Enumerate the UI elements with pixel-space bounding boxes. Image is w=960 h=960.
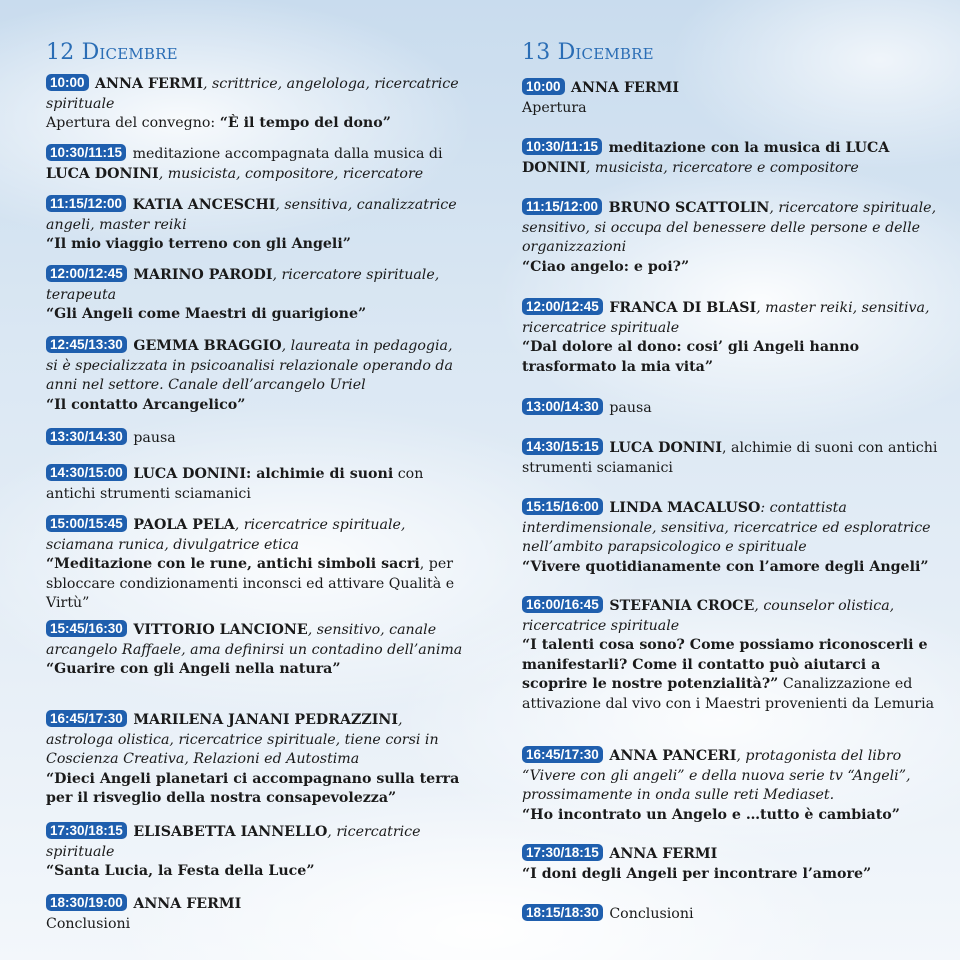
speaker-name: ELISABETTA IANNELLO xyxy=(133,824,328,840)
speaker-name: BRUNO SCATTOLIN xyxy=(608,200,770,216)
program-entry xyxy=(46,144,466,184)
day-title: 12 Dicembre xyxy=(46,40,178,65)
program-entry xyxy=(522,438,942,478)
session-text: , alchimie di suoni con antichi strumenti sciamanici xyxy=(522,440,938,476)
program-entry xyxy=(46,894,466,934)
talk-title: “I doni degli Angeli per incontrare l’amore” xyxy=(522,865,872,882)
speaker-description: , astrologa olistica, ricercatrice spirituale, tiene corsi in Coscienza Creativa, Relazioni ed Autostima xyxy=(46,712,439,767)
program-entry xyxy=(46,822,466,882)
time-badge: 12:00/12:45 xyxy=(46,265,127,282)
time-badge: 18:15/18:30 xyxy=(522,904,603,921)
time-badge: 10:30/11:15 xyxy=(522,138,602,155)
speaker-name: LUCA DONINI xyxy=(46,165,159,182)
speaker-description: , sensitivo, canale arcangelo Raffaele, ama definirsi un contadino dell’anima xyxy=(46,622,463,658)
program-entry xyxy=(46,620,466,680)
speaker-description: , counselor olistica, ricercatrice spirituale xyxy=(522,598,895,634)
speaker-name: ANNA FERMI xyxy=(609,846,718,862)
time-badge: 16:45/17:30 xyxy=(522,746,603,763)
talk-title: “Vivere quotidianamente con l’amore degli Angeli” xyxy=(522,558,929,575)
program-entry xyxy=(46,464,466,504)
time-badge: 13:00/14:30 xyxy=(522,398,603,415)
speaker-name: LINDA MACALUSO xyxy=(609,500,761,516)
time-badge: 17:30/18:15 xyxy=(46,822,127,839)
program-entry xyxy=(46,195,466,255)
talk-title: “Dieci Angeli planetari ci accompagnano sulla terra per il risveglio della nostra consapevolezza” xyxy=(46,770,460,806)
speaker-description: , sensitiva, canalizzatrice angeli, master reiki xyxy=(46,197,457,233)
program-entry xyxy=(522,298,942,377)
speaker-description: , ricercatore spirituale, sensitivo, si occupa del benessere delle persone e delle organizzazioni xyxy=(522,200,937,255)
speaker-description: , musicista, compositore, ricercatore xyxy=(158,165,424,182)
program-entry xyxy=(46,336,466,415)
time-badge: 12:00/12:45 xyxy=(522,298,603,315)
speaker-name: GEMMA BRAGGIO xyxy=(133,338,282,354)
program-entry xyxy=(522,844,942,884)
speaker-name: ANNA FERMI xyxy=(133,896,242,912)
program-entry xyxy=(522,78,942,118)
speaker-description: , laureata in pedagogia, si è specializzata in psicoanalisi relazionale operando da anni nel settore. Canale dell’arcangelo Uriel xyxy=(46,338,453,393)
talk-title: “È il tempo del dono” xyxy=(219,115,391,131)
speaker-description: , protagonista del libro “Vivere con gli angeli” e della nuova serie tv “Angeli”, prossimamente in onda sulle reti Mediaset. xyxy=(522,748,911,803)
speaker-name: ANNA FERMI xyxy=(571,80,679,96)
speaker-name: ANNA PANCERI xyxy=(609,748,737,764)
speaker-name: LUCA DONINI xyxy=(609,440,723,456)
program-entry xyxy=(522,596,942,714)
time-badge: 12:45/13:30 xyxy=(46,336,127,353)
time-badge: 11:15/12:00 xyxy=(46,195,126,212)
speaker-description: , ricercatrice spirituale xyxy=(46,824,421,860)
time-badge: 14:30/15:15 xyxy=(522,438,603,455)
talk-title: “Ciao angelo: e poi?” xyxy=(522,258,690,275)
program-entry xyxy=(522,138,942,178)
talk-title: “Ho incontrato un Angelo e …tutto è cambiato” xyxy=(522,806,900,823)
talk-title: “Gli Angeli come Maestri di guarigione” xyxy=(46,306,367,322)
talk-title: “Santa Lucia, la Festa della Luce” xyxy=(46,863,315,879)
talk-title: “I talenti cosa sono? Come possiamo riconoscerli e manifestarli? Come il contatto può aiutarci a scoprire le nostre potenzialità?” xyxy=(522,637,928,692)
speaker-description: , ricercatore spirituale, terapeuta xyxy=(46,267,440,303)
time-badge: 16:45/17:30 xyxy=(46,710,127,727)
time-badge: 10:00 xyxy=(522,78,565,95)
session-highlight: : alchimie di suoni xyxy=(246,466,394,482)
time-badge: 17:30/18:15 xyxy=(522,844,603,861)
talk-title: “Dal dolore al dono: cosi’ gli Angeli hanno trasformato la mia vita” xyxy=(522,339,860,375)
speaker-name: VITTORIO LANCIONE xyxy=(133,622,308,638)
time-badge: 18:30/19:00 xyxy=(46,894,127,911)
speaker-name: ANNA FERMI xyxy=(95,76,203,92)
talk-title: “Guarire con gli Angeli nella natura” xyxy=(46,661,341,677)
time-badge: 15:45/16:30 xyxy=(46,620,127,637)
speaker-description: : contattista interdimensionale, sensitiva, ricercatrice ed esploratrice nell’ambito parapsicologico e spirituale xyxy=(522,500,931,555)
time-badge: 13:30/14:30 xyxy=(46,428,127,445)
speaker-description: , musicista, ricercatore e compositore xyxy=(585,159,859,176)
speaker-name: KATIA ANCESCHI xyxy=(132,197,276,213)
speaker-name: LUCA DONINI xyxy=(133,466,247,482)
program-entry xyxy=(46,74,466,134)
speaker-name: PAOLA PELA xyxy=(133,517,235,533)
session-text: meditazione accompagnata dalla musica di xyxy=(128,146,443,162)
speaker-description: , ricercatrice spirituale, sciamana runica, divulgatrice etica xyxy=(46,517,406,553)
talk-title: “Il mio viaggio terreno con gli Angeli” xyxy=(46,236,351,252)
time-badge: 16:00/16:45 xyxy=(522,596,603,613)
program-entry xyxy=(522,904,942,925)
program-entry xyxy=(522,746,942,825)
program-entry xyxy=(522,398,942,419)
time-badge: 10:30/11:15 xyxy=(46,144,126,161)
time-badge: 15:15/16:00 xyxy=(522,498,603,515)
talk-title: “Meditazione con le rune, antichi simboli sacri xyxy=(46,556,420,572)
session-note: Apertura del convegno: xyxy=(46,115,220,131)
program-entry xyxy=(522,198,942,277)
program-entry xyxy=(46,515,466,614)
session-text: con antichi strumenti sciamanici xyxy=(46,466,424,502)
session-text: pausa xyxy=(128,430,176,446)
program-entry xyxy=(46,428,466,449)
program-entry xyxy=(522,498,942,577)
talk-title-rest: , per sbloccare condizionamenti inconsci ed attivare Qualità e Virtù” xyxy=(46,556,455,611)
day-title: 13 Dicembre xyxy=(522,40,654,65)
speaker-description: , scrittrice, angelologa, ricercatrice spirituale xyxy=(46,76,459,112)
session-note: Conclusioni xyxy=(46,915,131,932)
speaker-name: MARILENA JANANI PEDRAZZINI xyxy=(133,712,398,728)
speaker-name: MARINO PARODI xyxy=(133,267,273,283)
session-note: Canalizzazione ed attivazione dal vivo con i Maestri provenienti da Lemuria xyxy=(522,676,935,712)
speaker-description: , master reiki, sensitiva, ricercatrice spirituale xyxy=(522,300,930,336)
session-text: pausa xyxy=(604,400,652,416)
program-entry xyxy=(46,710,466,809)
session-note: Apertura xyxy=(522,99,587,116)
time-badge: 15:00/15:45 xyxy=(46,515,127,532)
session-text: Conclusioni xyxy=(604,906,694,922)
speaker-name: meditazione con la musica di LUCA DONINI xyxy=(522,140,890,176)
time-badge: 10:00 xyxy=(46,74,89,91)
time-badge: 11:15/12:00 xyxy=(522,198,602,215)
speaker-name: STEFANIA CROCE xyxy=(609,598,755,614)
time-badge: 14:30/15:00 xyxy=(46,464,127,481)
speaker-name: FRANCA DI BLASI xyxy=(609,300,757,316)
program-entry xyxy=(46,265,466,325)
talk-title: “Il contatto Arcangelico” xyxy=(46,396,246,413)
